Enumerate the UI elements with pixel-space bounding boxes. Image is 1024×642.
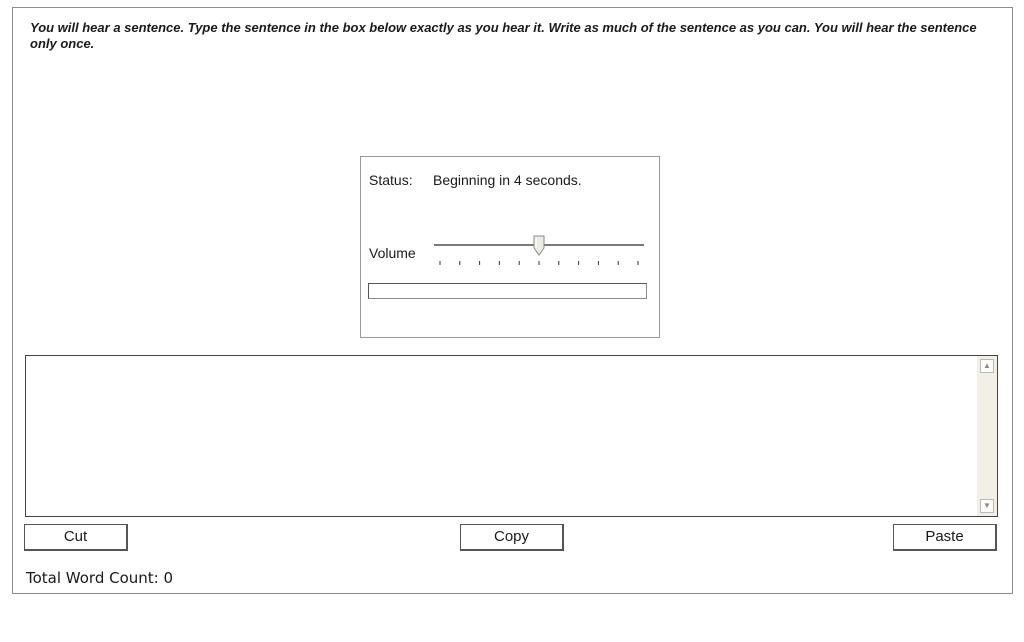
- answer-box: [25, 355, 998, 517]
- total-word-count: Total Word Count: 0: [26, 569, 174, 587]
- answer-scrollbar[interactable]: [977, 356, 997, 516]
- answer-input[interactable]: [26, 356, 976, 516]
- volume-label: Volume: [369, 245, 416, 261]
- volume-slider-ticks: [440, 261, 638, 265]
- instructions-text: You will hear a sentence. Type the sentence in the box below exactly as you hear it. Write as much of the sentence as you can. You will hear the sentence only once.: [30, 20, 977, 51]
- cut-button[interactable]: Cut: [24, 524, 128, 551]
- test-frame: [12, 7, 1013, 594]
- volume-slider-thumb[interactable]: [534, 236, 544, 255]
- audio-progress-bar: [368, 283, 647, 299]
- status-value: Beginning in 4 seconds.: [433, 172, 582, 188]
- paste-button[interactable]: Paste: [893, 524, 997, 551]
- volume-slider[interactable]: [434, 235, 644, 271]
- status-label: Status:: [369, 172, 413, 188]
- copy-button[interactable]: Copy: [460, 524, 564, 551]
- chevron-down-icon[interactable]: ▼: [980, 499, 994, 513]
- audio-player-panel: [360, 156, 660, 338]
- chevron-up-icon[interactable]: ▲: [980, 359, 994, 373]
